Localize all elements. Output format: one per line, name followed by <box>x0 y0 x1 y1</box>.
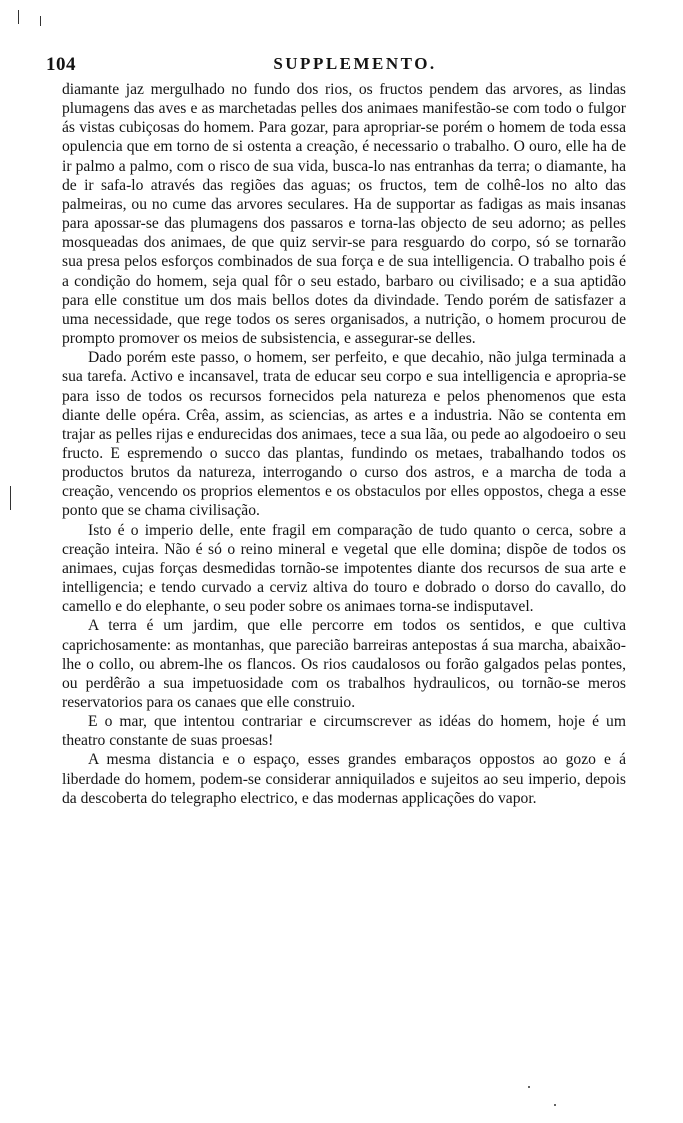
scan-speck <box>554 1104 556 1106</box>
page-header <box>46 54 628 76</box>
body-text <box>62 80 626 808</box>
paragraph-4: A terra é um jardim, que elle percorre em todos os sentidos, e que cultiva caprichosamente: as montanhas, que parecião barreiras antepostas á sua marcha, abaixão-lhe o collo, ou abrem-lhe os flancos. Os rios caudalosos ou forão galgados pelas pontes, ou perdêrão a sua impetuosidade com os trabalhos hydraulicos, ou tornão-se meros reservatorios para os canaes que elle construio. <box>62 617 626 711</box>
paragraph-6: A mesma distancia e o espaço, esses grandes embaraços oppostos ao gozo e á liberdade do homem, podem-se considerar anniquilados e sujeitos ao seu imperio, depois da descoberta do telegrapho electrico, e das modernas applicações do vapor. <box>62 751 626 807</box>
paragraph-2: Dado porém este passo, o homem, ser perfeito, e que decahio, não julga terminada a sua tarefa. Activo e incansavel, trata de educar seu corpo e sua intelligencia e apropria-se para isso de todos os recursos fornecidos pela natureza e pelos phenomenos que esta diante delle opéra. Crêa, assim, as sciencias, as artes e a industria. Não se contenta em trajar as pelles rijas e endurecidas dos animaes, tece a sua lãa, ou pede ao algodoeiro o seu fructo. E espremendo o succo das plantas, fundindo os metaes, trabalhando todos os productos brutos da natureza, interrogando o curso dos astros, e a marcha de toda a creação, vencendo os proprios elementos e os obstaculos por elles oppostos, chega a esse ponto que se chama civilisação. <box>62 349 626 520</box>
paragraph-1: diamante jaz mergulhado no fundo dos rios, os fructos pendem das arvores, as lindas plumagens das aves e as marchetadas pelles dos animaes manifestão-se com todo o fulgor ás vistas cubiçosas do homem. Para gozar, para apropriar-se porém o homem de toda essa opulencia que em torno de si ostenta a creação, é necessario o trabalho. O ouro, elle ha de ir palmo a palmo, com o risco de sua vida, busca-lo nas entranhas da terra; o diamante, ha de ir safa-lo através das regiões das aguas; os fructos, tem de colhê-los no alto das palmeiras, ou no cume das arvores seculares. Ha de supportar as fadigas as mais insanas para apossar-se das plumagens dos passaros e torna-las objecto de seu adorno; as pelles mosqueadas dos animaes, de que quiz servir-se para resguardo do corpo, só se tornarão sua presa pelos esforços combinados de sua força e de sua intelligencia. O trabalho pois é a condição do homem, seja qual fôr o seu estado, barbaro ou civilisado; e a sua aptidão para elle constitue um dos mais bellos dotes da divindade. Tendo porém de satisfazer a uma necessidade, que rege todos os seres organisados, a nutrição, o homem procurou de prompto promover os meios de subsistencia, e assegurar-se delles. <box>62 81 626 348</box>
paragraph-5: E o mar, que intentou contrariar e circumscrever as idéas do homem, hoje é um theatro constante de suas proesas! <box>62 713 626 750</box>
paragraph-3: Isto é o imperio delle, ente fragil em comparação de tudo quanto o cerca, sobre a creação inteira. Não é só o reino mineral e vegetal que elle domina; dispõe de todos os animaes, cujas forças desmedidas tornão-se impotentes diante dos recursos de sua arte e intelligencia; e tendo curvado a cerviz altiva do touro e dobrado o dorso do cavallo, do camello e do elephante, o seu poder sobre os animaes torna-se indisputavel. <box>62 521 626 616</box>
scan-speck <box>528 1086 530 1088</box>
scan-speck <box>18 10 19 24</box>
scan-speck <box>40 16 41 26</box>
scan-speck <box>10 486 11 510</box>
page-number: 104 <box>46 54 76 75</box>
running-title: SUPPLEMENTO. <box>273 54 437 73</box>
